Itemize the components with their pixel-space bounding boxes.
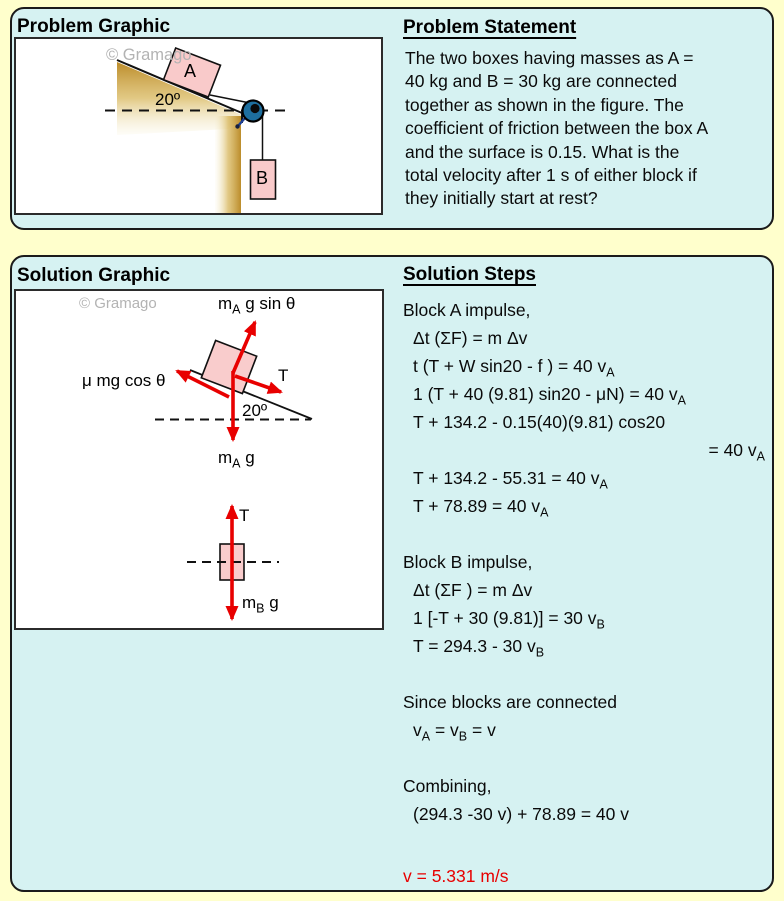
step-line: Δt (ΣF ) = m Δv — [413, 580, 533, 600]
tension-b-label: T — [239, 506, 250, 525]
step-line: (294.3 -30 v) + 78.89 = 40 v — [413, 804, 629, 824]
step-line: T + 78.89 = 40 $v_A$ — [413, 496, 549, 520]
friction-label: μ mg cos θ — [82, 371, 166, 390]
step-line: T + 134.2 - 0.15(40)(9.81) cos20 — [413, 412, 666, 432]
step-line: 1 (T + 40 (9.81) sin20 - μN) = 40 $v_A$ — [413, 384, 686, 408]
weight-a-label: $m_A$ g — [218, 448, 255, 471]
watermark: © Gramago — [106, 46, 192, 64]
step-line: Δt (ΣF) = m Δv — [413, 328, 528, 348]
answer-line: v = 5.331 m/s — [403, 866, 509, 886]
angle-label: 20º — [155, 90, 181, 109]
solution-diagram — [16, 291, 382, 628]
spacer — [403, 828, 765, 862]
text-line: together as shown in the figure. The — [405, 94, 684, 115]
pulley-pin-tip — [235, 124, 239, 128]
step-line: = 40 $v_A$ — [708, 440, 765, 464]
step-line: Combining, — [403, 776, 492, 796]
problem-panel — [10, 7, 774, 230]
gravity-component-label: $m_A$ g sin θ — [218, 294, 296, 317]
text-line: and the surface is 0.15. What is the — [405, 141, 680, 162]
problem-statement-text — [405, 47, 771, 211]
step-line: 1 [-T + 30 (9.81)] = 30 $v_B$ — [413, 608, 605, 632]
step-line: $v_A = v_B = v$ — [413, 720, 496, 744]
text-line: The two boxes having masses as A = — [405, 48, 694, 68]
step-line: T + 134.2 - 55.31 = 40 $v_A$ — [413, 468, 608, 492]
watermark: © Gramago — [79, 295, 157, 312]
step-line: Since blocks are connected — [403, 692, 618, 712]
step-line: Block A impulse, — [403, 300, 531, 320]
solution-steps-list — [403, 296, 765, 890]
text-line: they initially start at rest? — [405, 188, 598, 209]
problem-diagram — [16, 39, 381, 213]
text-line: coefficient of friction between the box A — [405, 118, 709, 139]
step-line: t (T + W sin20 - f ) = 40 $v_A$ — [413, 356, 615, 380]
problem-diagram-canvas — [14, 37, 383, 215]
box-a-label: A — [184, 61, 197, 81]
spacer — [403, 744, 765, 772]
box-b-label: B — [256, 168, 269, 188]
step-line: Block B impulse, — [403, 552, 533, 572]
tension-a-label: T — [278, 366, 289, 385]
angle-label: 20º — [242, 401, 268, 420]
problem-statement-title: Problem Statement — [403, 17, 577, 38]
solution-graphic-title: Solution Graphic — [17, 265, 171, 286]
problem-graphic-title: Problem Graphic — [17, 16, 171, 37]
wall-shading — [215, 116, 241, 213]
weight-b-label: $m_B$ g — [242, 593, 279, 616]
pulley-hub — [250, 104, 259, 113]
solution-steps-title: Solution Steps — [403, 264, 536, 285]
text-line: total velocity after 1 s of either block if — [405, 165, 697, 186]
solution-diagram-canvas — [14, 289, 384, 630]
solution-panel — [10, 255, 774, 892]
spacer — [403, 520, 765, 548]
step-line: T = 294.3 - 30 $v_B$ — [413, 636, 545, 660]
text-line: 40 kg and B = 30 kg are connected — [405, 71, 677, 92]
spacer — [403, 660, 765, 688]
